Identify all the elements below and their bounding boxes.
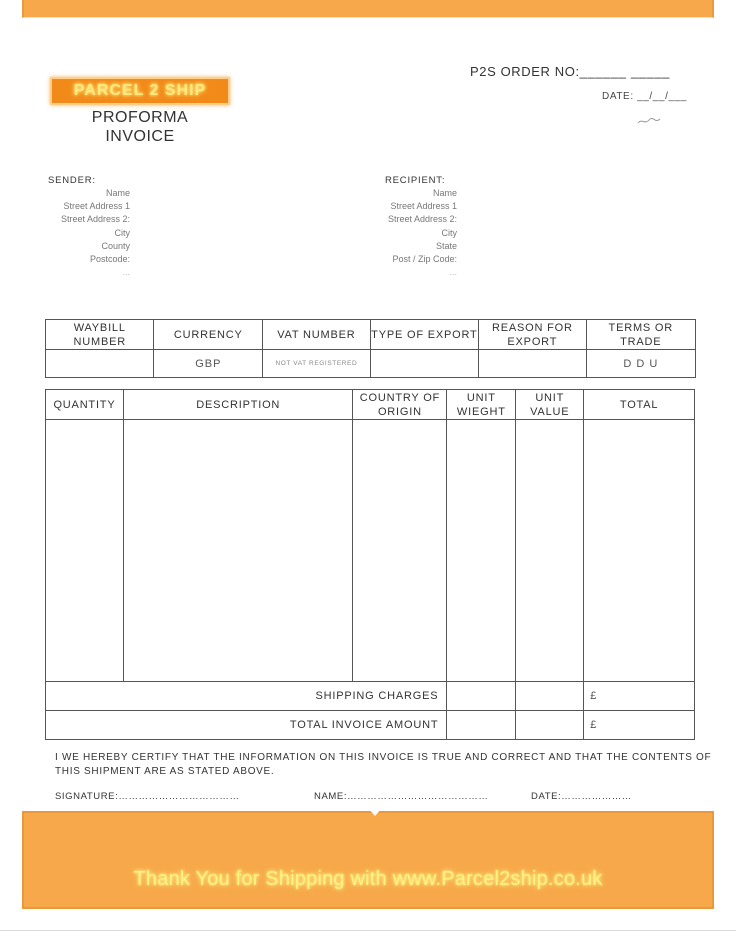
recipient-street-2[interactable]: Street Address 2: [387,214,457,225]
header-type-export: TYPE OF EXPORT [370,320,478,350]
signature-field[interactable]: SIGNATURE:……………………………… [55,791,240,802]
header-country: COUNTRY OF ORIGIN [353,390,447,420]
quantity-column[interactable] [46,420,124,682]
sender-street-2[interactable]: Street Address 2: [60,214,130,225]
shipment-value-row [46,350,696,378]
thank-you-message: Thank You for Shipping with www.Parcel2ship.co.uk [133,868,603,890]
total-weight-cell[interactable] [447,711,516,740]
recipient-city[interactable]: City [441,227,457,238]
document-title [60,108,220,146]
top-banner [22,0,714,18]
header-vat: VAT NUMBER [263,320,371,350]
recipient-address-block [370,187,457,279]
order-number-field[interactable]: P2S ORDER NO:______ _____ [470,64,670,79]
shipment-header-row [46,320,696,350]
country-column[interactable] [353,420,447,682]
shipping-charges-row [46,682,695,711]
name-field[interactable]: NAME:…………………………………… [314,791,489,802]
footer-notch [368,808,382,816]
recipient-state[interactable]: State [435,240,457,251]
recipient-heading: RECIPIENT: [385,175,446,186]
unit-value-column[interactable] [516,420,584,682]
header-reason-export: REASON FOR EXPORT [479,320,586,350]
title-line-1: PROFORMA [91,109,189,126]
reason-export-cell[interactable] [479,350,586,378]
certification-text: I WE HEREBY CERTIFY THAT THE INFORMATION ON THIS INVOICE IS TRUE AND CORRECT AND THAT THE CONTENTS OF THIS SHIPMENT ARE AS STATED ABOVE. [55,752,712,777]
total-invoice-cell[interactable]: £ [584,711,695,740]
recipient-street-1[interactable]: Street Address 1 [390,201,457,212]
header-quantity: QUANTITY [46,390,124,420]
currency-cell[interactable]: GBP [154,350,263,378]
header-terms: TERMS OR TRADE [586,320,695,350]
shipment-details-table [45,319,696,378]
description-column[interactable] [123,420,353,682]
shipping-charges-label: SHIPPING CHARGES [46,682,447,711]
footer-banner [22,811,714,909]
items-body-row [46,420,695,682]
sender-postcode[interactable]: Postcode: [89,254,130,265]
sender-street-1[interactable]: Street Address 1 [63,201,130,212]
recipient-extra: ... [449,267,457,278]
parcel2ship-logo: PARCEL 2 SHIP [50,77,230,105]
total-amount-row [46,711,695,740]
sender-extra: ... [122,267,130,278]
header-unit-value: UNIT VALUE [516,390,584,420]
total-value-cell[interactable] [516,711,584,740]
title-line-2: INVOICE [105,128,175,145]
sender-name[interactable]: Name [105,188,130,198]
items-table [45,389,695,740]
terms-cell[interactable]: D D U [586,350,695,378]
total-invoice-label: TOTAL INVOICE AMOUNT [46,711,447,740]
sender-address-block [40,187,130,279]
header-description: DESCRIPTION [123,390,353,420]
header-total: TOTAL [584,390,695,420]
items-header-row [46,390,695,420]
total-column[interactable] [584,420,695,682]
header-unit-weight: UNIT WIEGHT [447,390,516,420]
shipping-total-cell[interactable]: £ [584,682,695,711]
recipient-zip[interactable]: Post / Zip Code: [392,254,457,265]
waybill-cell[interactable] [46,350,154,378]
vat-cell[interactable]: NOT VAT REGISTERED [263,350,371,378]
shipping-weight-cell[interactable] [447,682,516,711]
scribble-mark-icon [636,116,664,126]
date-field[interactable]: DATE: __/__/___ [602,91,687,102]
shipping-value-cell[interactable] [516,682,584,711]
sender-county[interactable]: County [101,240,130,251]
type-export-cell[interactable] [370,350,478,378]
header-currency: CURRENCY [154,320,263,350]
header-waybill: WAYBILL NUMBER [46,320,154,350]
unit-weight-column[interactable] [447,420,516,682]
recipient-name[interactable]: Name [432,188,457,198]
signature-date-field[interactable]: DATE:………………… [531,791,632,802]
sender-city[interactable]: City [114,227,130,238]
sender-heading: SENDER: [48,175,96,186]
bottom-divider [0,930,736,931]
